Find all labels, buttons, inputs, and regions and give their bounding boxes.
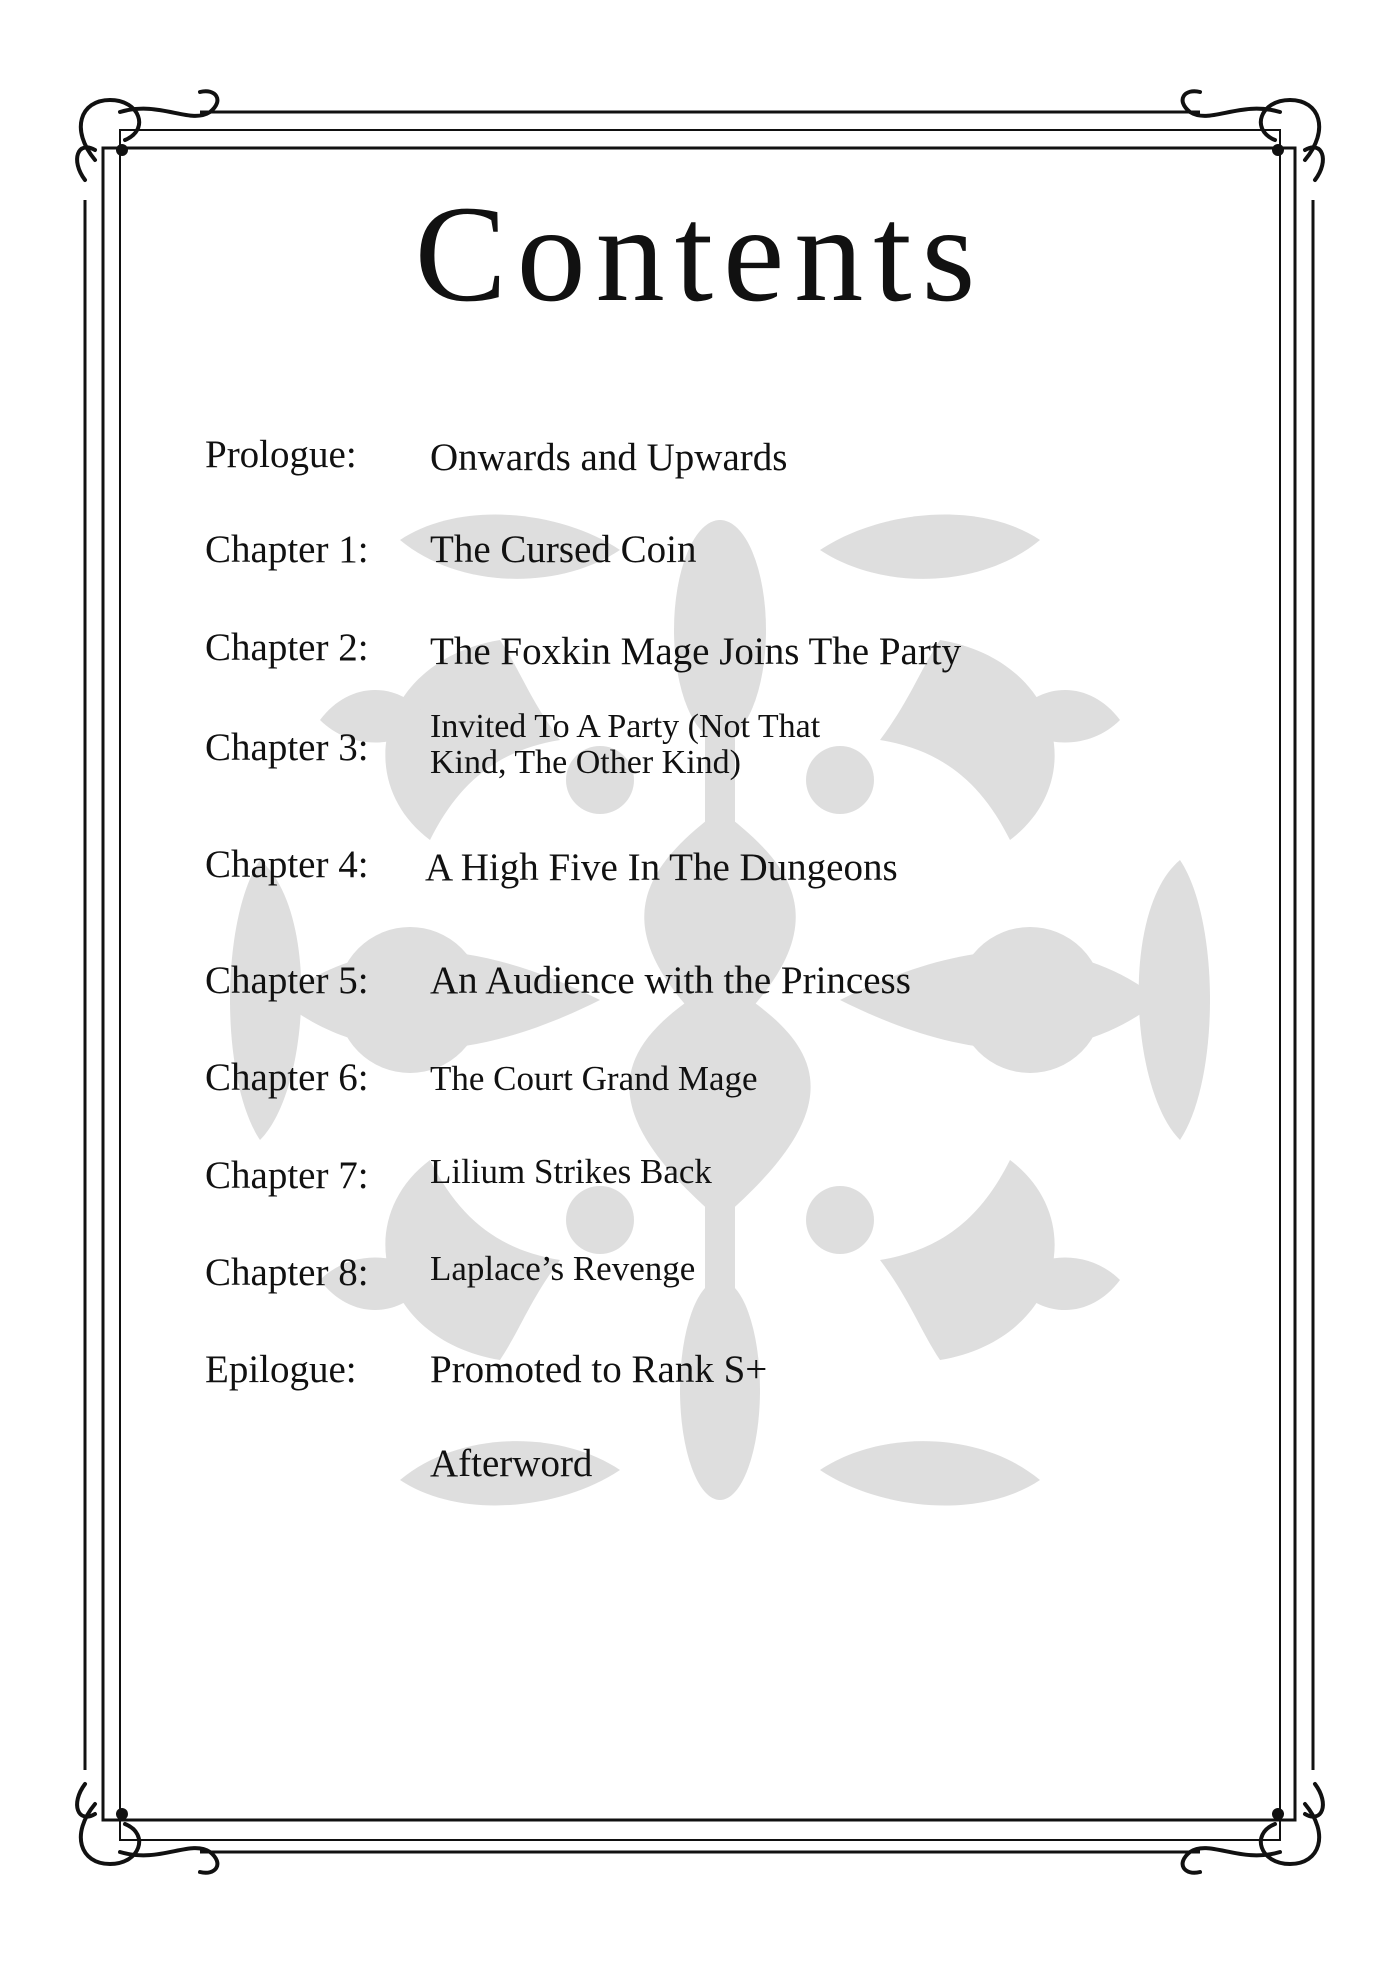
toc-entry-title-line: Kind, The Other Kind) bbox=[430, 744, 741, 781]
toc-entry-label: Chapter 4: bbox=[205, 843, 369, 886]
page-title: Contents bbox=[414, 177, 986, 330]
toc-entry-title: The Foxkin Mage Joins The Party bbox=[430, 630, 962, 673]
toc-entry-title: The Cursed Coin bbox=[430, 528, 697, 571]
toc-entry-title: Laplace’s Revenge bbox=[430, 1249, 696, 1288]
toc-entry-label: Chapter 3: bbox=[205, 726, 369, 769]
toc-entry-label: Chapter 1: bbox=[205, 528, 369, 571]
toc-entry-label: Chapter 2: bbox=[205, 626, 369, 669]
toc-entry-label: Epilogue: bbox=[205, 1348, 357, 1391]
toc-entry-title: An Audience with the Princess bbox=[430, 959, 911, 1002]
toc-entry-title-line: Invited To A Party (Not That bbox=[430, 708, 821, 745]
toc-entry-title: Lilium Strikes Back bbox=[430, 1152, 712, 1191]
toc-entry-label: Chapter 8: bbox=[205, 1251, 369, 1294]
toc-entry-title bbox=[430, 709, 820, 781]
toc-entry-title: Promoted to Rank S+ bbox=[430, 1348, 768, 1391]
toc-entry-label: Chapter 6: bbox=[205, 1056, 369, 1099]
toc-entry-title: A High Five In The Dungeons bbox=[425, 846, 898, 889]
toc-entry-title: Afterword bbox=[430, 1442, 593, 1485]
toc-entry-label: Chapter 5: bbox=[205, 959, 369, 1002]
toc-entry-title: The Court Grand Mage bbox=[430, 1059, 758, 1098]
toc-entry-label: Chapter 7: bbox=[205, 1154, 369, 1197]
toc-entry-label: Prologue: bbox=[205, 433, 357, 476]
toc-entry-title: Onwards and Upwards bbox=[430, 436, 788, 479]
